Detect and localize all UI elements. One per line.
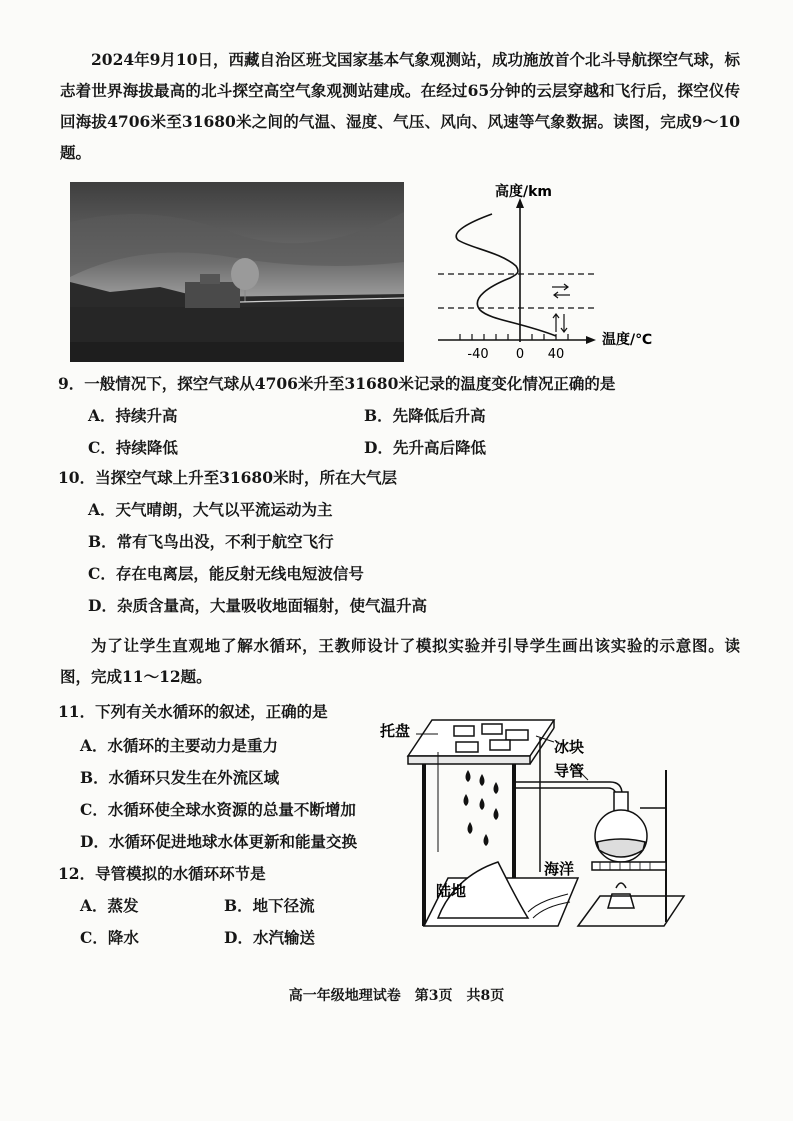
ice-cube (454, 726, 474, 736)
q9-option-b[interactable]: B．先降低后升高 (364, 406, 486, 425)
q11-option-b[interactable]: B．水循环只发生在外流区域 (80, 768, 280, 787)
ice-cube (506, 730, 528, 740)
q10-option-c[interactable]: C．存在电离层，能反射无线电短波信号 (88, 564, 364, 583)
x-axis-label: 温度/℃ (602, 332, 653, 348)
q11-option-c[interactable]: C．水循环使全球水资源的总量不断增加 (80, 800, 356, 819)
tick-label: 0 (515, 347, 525, 362)
page-footer: 高一年级地理试卷 第3页 共8页 (288, 988, 505, 1004)
ice-cube (456, 742, 478, 752)
label-tray: 托盘 (380, 722, 411, 740)
q10-option-b[interactable]: B．常有飞鸟出没，不利于航空飞行 (88, 532, 334, 551)
label-land: 陆地 (436, 882, 467, 900)
q10-option-a[interactable]: A．天气晴朗，大气以平流运动为主 (88, 500, 333, 519)
wire-gauze (592, 862, 666, 870)
q9-option-c[interactable]: C．持续降低 (88, 438, 178, 457)
q12-option-a[interactable]: A．蒸发 (80, 896, 139, 915)
y-axis-label: 高度/km (495, 184, 553, 200)
question-11-stem: 11．下列有关水循环的叙述，正确的是 (58, 702, 328, 721)
balloon-launch-photo (70, 182, 404, 362)
water-droplets (464, 770, 499, 846)
label-ocean: 海洋 (544, 860, 575, 878)
tray (408, 720, 554, 756)
label-tube: 导管 (554, 762, 585, 780)
horizontal-flow-arrows (552, 284, 570, 298)
x-axis-arrow-icon (586, 336, 596, 344)
q11-option-a[interactable]: A．水循环的主要动力是重力 (80, 736, 279, 755)
intro-passage-1: 2024年9月10日，西藏自治区班戈国家基本气象观测站，成功施放首个北斗导航探空气球，标志着世界海拔最高的北斗探空高空气象观测站建成。在经过65分钟的云层穿越和飞行后，探空仪传回海拔4706米至31680米之间的气温、湿度、气压、风向、风速等气象数据。读图，完成9～10题。 (60, 50, 740, 162)
question-9-stem: 9．一般情况下，探空气球从4706米升至31680米记录的温度变化情况正确的是 (58, 374, 616, 393)
q10-option-d[interactable]: D．杂质含量高，大量吸收地面辐射，使气温升高 (88, 596, 427, 615)
ice-cube (482, 724, 502, 734)
q12-option-b[interactable]: B．地下径流 (224, 896, 315, 915)
temperature-altitude-chart (420, 182, 670, 362)
tick-label: 40 (547, 347, 565, 362)
vertical-convection-arrows (553, 314, 567, 332)
q11-option-d[interactable]: D．水循环促进地球水体更新和能量交换 (80, 832, 357, 851)
question-12-stem: 12．导管模拟的水循环环节是 (58, 864, 266, 883)
q9-option-d[interactable]: D．先升高后降低 (364, 438, 486, 457)
temperature-curve (456, 214, 556, 336)
tick-label: -40 (467, 347, 489, 362)
question-10-stem: 10．当探空气球上升至31680米时，所在大气层 (58, 468, 397, 487)
q9-option-a[interactable]: A．持续升高 (88, 406, 178, 425)
water-cycle-experiment-diagram (378, 712, 708, 944)
label-ice: 冰块 (554, 738, 585, 756)
q12-option-d[interactable]: D．水汽输送 (224, 928, 315, 947)
intro-passage-2: 为了让学生直观地了解水循环，王教师设计了模拟实验并引导学生画出该实验的示意图。读图，完成11～12题。 (60, 636, 740, 686)
q12-option-c[interactable]: C．降水 (80, 928, 139, 947)
ice-cube (490, 740, 510, 750)
